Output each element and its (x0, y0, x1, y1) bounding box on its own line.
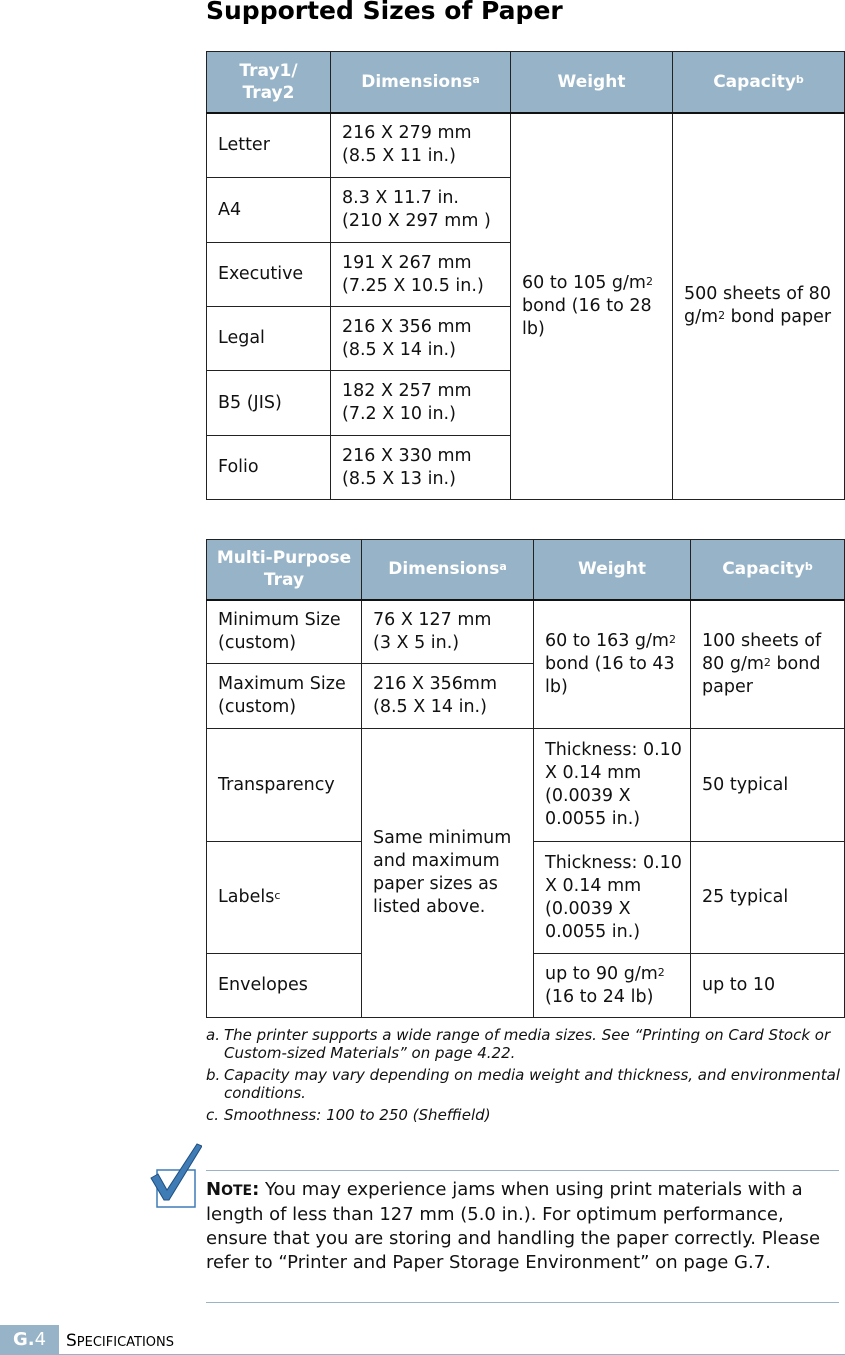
header-weight: Weight (511, 52, 673, 113)
header-capacity: Capacity$^b$ (673, 52, 845, 113)
paper-dimensions: 216 X 330 mm (8.5 X 13 in.) (331, 436, 511, 500)
header-tray: Tray1/ Tray2 (207, 52, 331, 113)
header-dimensions: Dimensions$^a$ (362, 540, 534, 600)
checkmark-note-icon (150, 1140, 202, 1212)
paper-size-name: Folio (207, 436, 331, 500)
paper-dimensions: 191 X 267 mm (7.25 X 10.5 in.) (331, 243, 511, 307)
same-sizes-cell: Same minimum and maximum paper sizes as listed above. (362, 729, 534, 1018)
table-header-row (207, 540, 845, 600)
weight-cell: Thickness: 0.10 X 0.14 mm (0.0039 X 0.0055 in.) (534, 842, 691, 954)
note-bottom-rule (206, 1302, 839, 1303)
footnote-b: b. Capacity may vary depending on media weight and thickness, and environmental conditions. (206, 1066, 841, 1102)
page-title: Supported Sizes of Paper (206, 0, 563, 25)
paper-dimensions: 216 X 279 mm (8.5 X 11 in.) (331, 113, 511, 178)
capacity-cell: 25 typical (691, 842, 845, 954)
footnote-a: a. The printer supports a wide range of media sizes. See “Printing on Card Stock or Custom-sized Materials” on page 4.22. (206, 1026, 831, 1062)
header-tray: Multi-Purpose Tray (207, 540, 362, 600)
footnote-c: c. Smoothness: 100 to 250 (Sheffield) (206, 1106, 491, 1124)
paper-dimensions: 76 X 127 mm (3 X 5 in.) (362, 600, 534, 664)
paper-dimensions: 8.3 X 11.7 in. (210 X 297 mm ) (331, 178, 511, 243)
multi-purpose-tray-table (206, 539, 845, 1018)
paper-dimensions: 182 X 257 mm (7.2 X 10 in.) (331, 371, 511, 436)
tray1-tray2-table (206, 51, 845, 500)
page-number: G.4 (0, 1325, 59, 1355)
table-row (207, 113, 845, 178)
header-dimensions: Dimensions$^a$ (331, 52, 511, 113)
capacity-cell: 50 typical (691, 729, 845, 842)
tray-size-name: Minimum Size (custom) (207, 600, 362, 664)
media-type-name: Envelopes (207, 954, 362, 1018)
paper-dimensions: 216 X 356 mm (8.5 X 14 in.) (331, 307, 511, 371)
table-row (207, 729, 845, 842)
table-header-row (207, 52, 845, 113)
header-capacity: Capacity$^b$ (691, 540, 845, 600)
table-row (207, 600, 845, 664)
paper-size-name: Legal (207, 307, 331, 371)
capacity-cell: 100 sheets of 80 $g/m^2$ bond paper (691, 600, 845, 729)
note-text: NOTE: You may experience jams when using print materials with a length of less than 127 mm (5.0 in.). For optimum performance, ensure that you are storing and handling the paper correctly. Please refer to “Printer and Paper Storage Environment” on page G.7. (206, 1179, 821, 1273)
note-label: NOTE: (206, 1179, 260, 1200)
capacity-cell: 500 sheets of 80 $g/m^2$ bond paper (673, 113, 845, 500)
weight-cell: Thickness: 0.10 X 0.14 mm (0.0039 X 0.0055 in.) (534, 729, 691, 842)
weight-cell: up to 90 $g/m^2$ (16 to 24 lb) (534, 954, 691, 1018)
tray-size-name: Maximum Size (custom) (207, 664, 362, 729)
paper-dimensions: 216 X 356mm (8.5 X 14 in.) (362, 664, 534, 729)
paper-size-name: Executive (207, 243, 331, 307)
paper-size-name: Letter (207, 113, 331, 178)
weight-cell: 60 to 163 $g/m^2$ bond (16 to 43 lb) (534, 600, 691, 729)
capacity-cell: up to 10 (691, 954, 845, 1018)
footnotes (206, 1026, 845, 1128)
paper-size-name: A4 (207, 178, 331, 243)
note-top-rule (206, 1170, 839, 1171)
weight-cell: 60 to 105 $g/m^2$ bond (16 to 28 lb) (511, 113, 673, 500)
paper-size-name: B5 (JIS) (207, 371, 331, 436)
page-footer (0, 1323, 845, 1355)
header-weight: Weight (534, 540, 691, 600)
media-type-name: Labels$^c$ (207, 842, 362, 954)
media-type-name: Transparency (207, 729, 362, 842)
section-title: SPECIFICATIONS (66, 1331, 175, 1351)
